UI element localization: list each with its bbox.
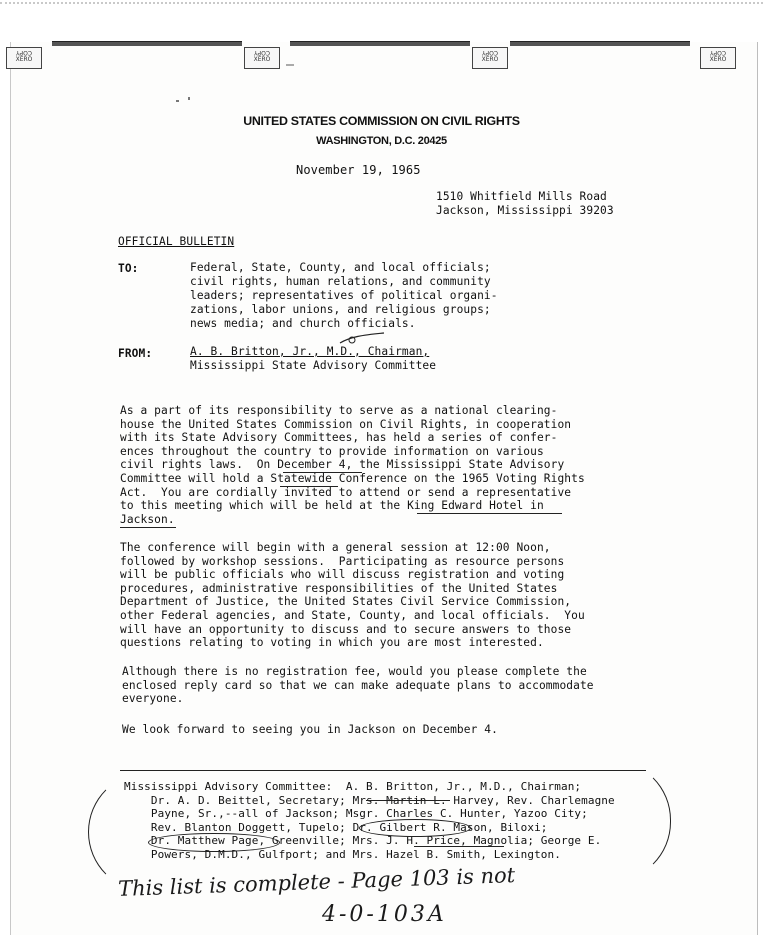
- paragraph-closing: We look forward to seeing you in Jackson on December 4.: [122, 723, 498, 736]
- committee-line: Powers, D.M.D., Gulfport; and Mrs. Hazel B. Smith, Lexington.: [124, 847, 561, 861]
- to-line: Federal, State, County, and local officials;: [190, 261, 491, 274]
- underline: [417, 513, 562, 514]
- committee-line: Mississippi Advisory Committee: A. B. Britton, Jr., M.D., Chairman;: [124, 780, 582, 793]
- paragraph-line: questions relating to voting in which you are most interested.: [120, 636, 544, 650]
- top-border: [0, 2, 763, 4]
- handwritten-code: 4-0-103A: [322, 902, 447, 927]
- speck: [286, 64, 294, 66]
- paragraph-line: Act. You are cordially invited to attend or send a representative: [120, 485, 572, 499]
- xerox-tab: COPY XERO: [244, 47, 280, 69]
- committee-line: Rev. Blanton Doggett, Tupelo; Dr. Gilbert R. Mason, Biloxi;: [124, 820, 548, 834]
- paragraph-line: Department of Justice, the United States Civil Service Commission,: [120, 595, 572, 609]
- paragraph-line: everyone.: [122, 692, 184, 706]
- paragraph-conference: [120, 541, 585, 650]
- committee-line: Dr. Matthew Page, Greenville; Mrs. J. H. Price, Magnolia; George E.: [124, 834, 602, 848]
- paragraph-line: enclosed reply card so that we can make adequate plans to accommodate: [122, 678, 594, 692]
- paragraph-line: Jackson.: [120, 512, 175, 526]
- committee-line: Payne, Sr.,--all of Jackson; Msgr. Charles C. Hunter, Yazoo City;: [124, 807, 588, 821]
- address-line: 1510 Whitfield Mills Road: [436, 190, 607, 203]
- agency-name: UNITED STATES COMMISSION ON CIVIL RIGHTS: [243, 114, 520, 128]
- paragraph-intro: [120, 404, 585, 526]
- paragraph-line: will have an opportunity to discuss and to secure answers to those: [120, 622, 572, 636]
- to-line: civil rights, human relations, and community: [190, 275, 491, 288]
- paragraph-line: other Federal agencies, and State, County, and local officials. You: [120, 608, 585, 622]
- speck: [176, 100, 179, 102]
- from-line: A. B. Britton, Jr., M.D., Chairman,: [190, 345, 430, 358]
- from-sender: [190, 345, 436, 373]
- agency-city: WASHINGTON, D.C. 20425: [316, 135, 447, 147]
- handwritten-note: This list is complete - Page 103 is not: [117, 863, 516, 901]
- xerox-tab: COPY XERO: [472, 47, 508, 69]
- bulletin-label: OFFICIAL BULLETIN: [118, 235, 235, 248]
- paragraph-line: ences throughout the country to provide information on various: [120, 444, 544, 458]
- paragraph-line: will be public officials who will discuss registration and voting: [120, 568, 565, 582]
- paragraph-line: Committee will hold a Statewide Conference on the 1965 Voting Rights: [120, 471, 585, 485]
- paragraph-line: followed by workshop sessions. Participating as resource persons: [120, 554, 565, 568]
- binder-bar: [510, 41, 690, 46]
- to-recipients: [190, 261, 498, 331]
- paragraph-registration: [122, 665, 594, 706]
- underline: [280, 486, 338, 487]
- xerox-tab: COPY XERO: [6, 47, 42, 69]
- paragraph-line: house the United States Commission on Civil Rights, in cooperation: [120, 417, 572, 431]
- underline: [283, 472, 362, 473]
- paragraph-line: civil rights laws. On December 4, the Mississippi State Advisory: [120, 458, 565, 472]
- paragraph-line: Although there is no registration fee, would you please complete the: [122, 665, 587, 678]
- xerox-tab: COPY XERO: [700, 47, 736, 69]
- strike-mark: [414, 846, 504, 847]
- underline: [120, 527, 176, 528]
- to-line: zations, labor unions, and religious groups;: [190, 303, 491, 316]
- return-address: [436, 190, 614, 218]
- section-rule: [120, 770, 646, 771]
- to-label: TO:: [118, 262, 139, 275]
- paragraph-line: with its State Advisory Committees, has held a series of confer-: [120, 431, 558, 445]
- strike-mark: [366, 800, 450, 801]
- from-label: FROM:: [118, 347, 153, 360]
- paragraph-line: to this meeting which will be held at the King Edward Hotel in: [120, 499, 544, 513]
- speck: [188, 97, 190, 100]
- letter-date: November 19, 1965: [296, 163, 421, 177]
- paragraph-line: As a part of its responsibility to serve as a national clearing-: [120, 404, 558, 417]
- from-line: Mississippi State Advisory Committee: [190, 359, 437, 372]
- binder-bar: [52, 41, 242, 46]
- committee-line: Dr. A. D. Beittel, Secretary; Mrs. Martin L. Harvey, Rev. Charlemagne: [124, 793, 615, 807]
- check-mark: [338, 331, 388, 347]
- to-line: leaders; representatives of political organi-: [190, 289, 498, 302]
- circle-mark: [148, 833, 280, 852]
- circle-mark: [359, 819, 471, 837]
- binder-bar: [290, 41, 470, 46]
- paragraph-line: The conference will begin with a general session at 12:00 Noon,: [120, 541, 551, 554]
- address-line: Jackson, Mississippi 39203: [436, 204, 614, 217]
- to-line: news media; and church officials.: [190, 317, 416, 330]
- paragraph-line: procedures, administrative responsibilities of the United States: [120, 581, 558, 595]
